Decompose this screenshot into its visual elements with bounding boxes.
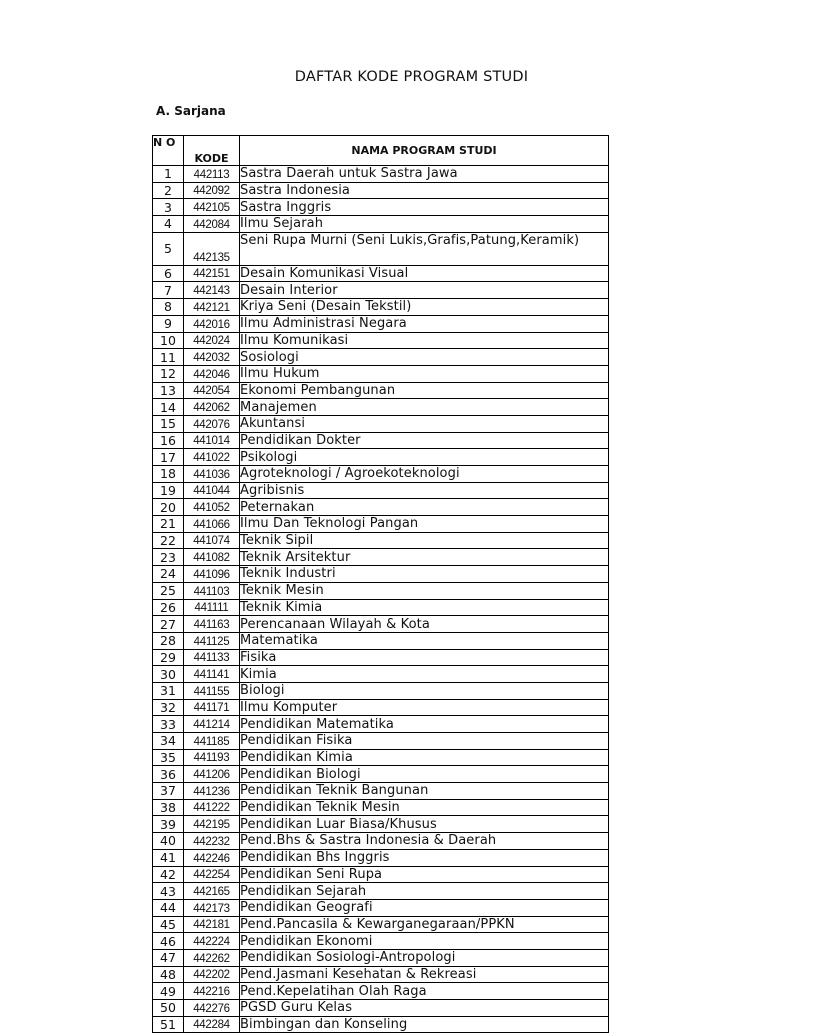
row-nama: Pendidikan Luar Biasa/Khusus: [240, 816, 609, 833]
row-nama: Pendidikan Bhs Inggris: [240, 849, 609, 866]
row-nama: Pend.Bhs & Sastra Indonesia & Daerah: [240, 833, 609, 850]
row-nama: Psikologi: [240, 449, 609, 466]
row-kode: 441052: [184, 499, 240, 516]
row-nama: Pendidikan Matematika: [240, 716, 609, 733]
row-kode: 442084: [184, 216, 240, 233]
section-heading: A. Sarjana: [156, 104, 226, 118]
row-nama: Ilmu Komputer: [240, 699, 609, 716]
row-nama: Biologi: [240, 682, 609, 699]
table-row: [153, 349, 609, 366]
table-row: [153, 682, 609, 699]
row-nama: Teknik Mesin: [240, 582, 609, 599]
table-row: [153, 549, 609, 566]
row-no: 8: [153, 299, 184, 316]
row-no: 10: [153, 332, 184, 349]
row-kode: 441171: [184, 699, 240, 716]
row-no: 24: [153, 566, 184, 583]
row-no: 47: [153, 949, 184, 966]
row-no: 48: [153, 966, 184, 983]
row-kode: 442246: [184, 849, 240, 866]
row-nama: Teknik Industri: [240, 566, 609, 583]
row-no: 43: [153, 883, 184, 900]
row-kode: 441163: [184, 616, 240, 633]
table-row: [153, 733, 609, 750]
row-no: 50: [153, 1000, 184, 1017]
row-kode: 442092: [184, 182, 240, 199]
table-row: [153, 432, 609, 449]
table-row: [153, 666, 609, 683]
row-no: 23: [153, 549, 184, 566]
row-nama: Kriya Seni (Desain Tekstil): [240, 299, 609, 316]
row-no: 16: [153, 432, 184, 449]
row-nama: Sastra Inggris: [240, 199, 609, 216]
row-no: 38: [153, 799, 184, 816]
row-nama: Ilmu Administrasi Negara: [240, 315, 609, 332]
row-kode: 442216: [184, 983, 240, 1000]
row-nama: Ekonomi Pembangunan: [240, 382, 609, 399]
row-nama: Kimia: [240, 666, 609, 683]
table-row: [153, 883, 609, 900]
row-nama: Desain Interior: [240, 282, 609, 299]
row-nama: Perencanaan Wilayah & Kota: [240, 616, 609, 633]
row-no: 36: [153, 766, 184, 783]
table-row: [153, 216, 609, 233]
row-kode: 441185: [184, 733, 240, 750]
row-no: 33: [153, 716, 184, 733]
row-kode: 441133: [184, 649, 240, 666]
table-row: [153, 866, 609, 883]
row-no: 15: [153, 415, 184, 432]
row-kode: 442062: [184, 399, 240, 416]
table-row: [153, 315, 609, 332]
table-body: [153, 166, 609, 1033]
row-no: 20: [153, 499, 184, 516]
table-row: [153, 582, 609, 599]
row-kode: 442195: [184, 816, 240, 833]
table-row: [153, 916, 609, 933]
row-kode: 442121: [184, 299, 240, 316]
row-kode: 441111: [184, 599, 240, 616]
table-row: [153, 949, 609, 966]
row-no: 7: [153, 282, 184, 299]
table-row: [153, 833, 609, 850]
table-row: [153, 516, 609, 533]
row-kode: 441014: [184, 432, 240, 449]
row-nama: Ilmu Hukum: [240, 365, 609, 382]
table-row: [153, 933, 609, 950]
row-no: 18: [153, 466, 184, 483]
table-row: [153, 599, 609, 616]
row-kode: 442165: [184, 883, 240, 900]
table-row: [153, 899, 609, 916]
row-no: 44: [153, 899, 184, 916]
row-nama: Agribisnis: [240, 482, 609, 499]
program-code-table: [152, 135, 609, 1033]
row-nama: Seni Rupa Murni (Seni Lukis,Grafis,Patung,Keramik): [240, 232, 609, 265]
table-row: [153, 449, 609, 466]
header-kode: KODE: [184, 136, 240, 166]
row-nama: Pendidikan Sejarah: [240, 883, 609, 900]
row-no: 21: [153, 516, 184, 533]
row-nama: Pendidikan Seni Rupa: [240, 866, 609, 883]
row-kode: 442135: [184, 232, 240, 265]
row-nama: Pend.Kepelatihan Olah Raga: [240, 983, 609, 1000]
row-kode: 442024: [184, 332, 240, 349]
row-kode: 442262: [184, 949, 240, 966]
table-row: [153, 265, 609, 282]
row-nama: Teknik Sipil: [240, 532, 609, 549]
row-no: 26: [153, 599, 184, 616]
table-row: [153, 766, 609, 783]
row-no: 40: [153, 833, 184, 850]
header-no: N O: [153, 136, 184, 166]
row-kode: 442202: [184, 966, 240, 983]
row-nama: Desain Komunikasi Visual: [240, 265, 609, 282]
row-nama: PGSD Guru Kelas: [240, 1000, 609, 1017]
row-no: 34: [153, 733, 184, 750]
row-kode: 442076: [184, 415, 240, 432]
table-row: [153, 749, 609, 766]
row-kode: 442224: [184, 933, 240, 950]
row-kode: 442054: [184, 382, 240, 399]
row-kode: 441103: [184, 582, 240, 599]
document-title: DAFTAR KODE PROGRAM STUDI: [294, 69, 529, 85]
row-no: 17: [153, 449, 184, 466]
table-row: [153, 632, 609, 649]
row-no: 6: [153, 265, 184, 282]
row-nama: Fisika: [240, 649, 609, 666]
row-no: 14: [153, 399, 184, 416]
row-no: 51: [153, 1016, 184, 1033]
table-row: [153, 1016, 609, 1033]
row-kode: 441141: [184, 666, 240, 683]
row-no: 13: [153, 382, 184, 399]
row-kode: 442032: [184, 349, 240, 366]
row-nama: Pend.Jasmani Kesehatan & Rekreasi: [240, 966, 609, 983]
table-row: [153, 299, 609, 316]
table-row: [153, 1000, 609, 1017]
row-no: 12: [153, 365, 184, 382]
row-nama: Pendidikan Sosiologi-Antropologi: [240, 949, 609, 966]
row-kode: 441125: [184, 632, 240, 649]
table-row: [153, 816, 609, 833]
row-kode: 441066: [184, 516, 240, 533]
table-row: [153, 799, 609, 816]
table-row: [153, 382, 609, 399]
row-nama: Teknik Kimia: [240, 599, 609, 616]
row-kode: 441036: [184, 466, 240, 483]
row-nama: Manajemen: [240, 399, 609, 416]
row-no: 19: [153, 482, 184, 499]
row-nama: Pendidikan Geografi: [240, 899, 609, 916]
table-header-row: [153, 136, 609, 166]
table-row: [153, 716, 609, 733]
row-no: 28: [153, 632, 184, 649]
row-nama: Pendidikan Kimia: [240, 749, 609, 766]
table-row: [153, 649, 609, 666]
row-kode: 442276: [184, 1000, 240, 1017]
row-nama: Ilmu Komunikasi: [240, 332, 609, 349]
row-nama: Pendidikan Teknik Mesin: [240, 799, 609, 816]
row-nama: Ilmu Sejarah: [240, 216, 609, 233]
table-row: [153, 232, 609, 265]
row-kode: 441082: [184, 549, 240, 566]
row-nama: Sastra Indonesia: [240, 182, 609, 199]
row-no: 5: [153, 232, 184, 265]
row-kode: 441074: [184, 532, 240, 549]
row-nama: Pend.Pancasila & Kewarganegaraan/PPKN: [240, 916, 609, 933]
row-kode: 442173: [184, 899, 240, 916]
row-no: 49: [153, 983, 184, 1000]
row-kode: 441096: [184, 566, 240, 583]
row-kode: 442254: [184, 866, 240, 883]
row-nama: Teknik Arsitektur: [240, 549, 609, 566]
row-no: 11: [153, 349, 184, 366]
table-row: [153, 532, 609, 549]
row-nama: Pendidikan Teknik Bangunan: [240, 783, 609, 800]
table-row: [153, 182, 609, 199]
row-kode: 442046: [184, 365, 240, 382]
row-kode: 442143: [184, 282, 240, 299]
table-row: [153, 482, 609, 499]
row-no: 46: [153, 933, 184, 950]
row-no: 37: [153, 783, 184, 800]
table-row: [153, 966, 609, 983]
row-nama: Sosiologi: [240, 349, 609, 366]
row-no: 45: [153, 916, 184, 933]
row-no: 22: [153, 532, 184, 549]
table-row: [153, 616, 609, 633]
table-row: [153, 415, 609, 432]
table-row: [153, 499, 609, 516]
row-kode: 441155: [184, 682, 240, 699]
table-row: [153, 399, 609, 416]
row-nama: Sastra Daerah untuk Sastra Jawa: [240, 166, 609, 183]
row-no: 42: [153, 866, 184, 883]
row-kode: 441206: [184, 766, 240, 783]
row-kode: 442232: [184, 833, 240, 850]
row-nama: Akuntansi: [240, 415, 609, 432]
row-no: 32: [153, 699, 184, 716]
row-nama: Matematika: [240, 632, 609, 649]
table-row: [153, 365, 609, 382]
table-row: [153, 849, 609, 866]
row-kode: 442016: [184, 315, 240, 332]
row-no: 1: [153, 166, 184, 183]
row-no: 41: [153, 849, 184, 866]
row-kode: 442181: [184, 916, 240, 933]
row-no: 2: [153, 182, 184, 199]
row-no: 27: [153, 616, 184, 633]
row-kode: 442284: [184, 1016, 240, 1033]
row-no: 3: [153, 199, 184, 216]
row-no: 9: [153, 315, 184, 332]
table-row: [153, 332, 609, 349]
row-no: 30: [153, 666, 184, 683]
row-no: 4: [153, 216, 184, 233]
row-kode: 441236: [184, 783, 240, 800]
row-kode: 441193: [184, 749, 240, 766]
table-row: [153, 199, 609, 216]
row-kode: 442113: [184, 166, 240, 183]
row-nama: Pendidikan Dokter: [240, 432, 609, 449]
row-nama: Agroteknologi / Agroekoteknologi: [240, 466, 609, 483]
table-row: [153, 566, 609, 583]
row-kode: 441022: [184, 449, 240, 466]
row-no: 39: [153, 816, 184, 833]
table-row: [153, 466, 609, 483]
row-nama: Pendidikan Ekonomi: [240, 933, 609, 950]
table-row: [153, 983, 609, 1000]
row-nama: Peternakan: [240, 499, 609, 516]
row-nama: Pendidikan Fisika: [240, 733, 609, 750]
row-nama: Ilmu Dan Teknologi Pangan: [240, 516, 609, 533]
table-row: [153, 699, 609, 716]
row-no: 31: [153, 682, 184, 699]
row-kode: 441222: [184, 799, 240, 816]
row-no: 25: [153, 582, 184, 599]
row-kode: 442151: [184, 265, 240, 282]
header-nama: NAMA PROGRAM STUDI: [240, 136, 609, 166]
row-no: 35: [153, 749, 184, 766]
table-row: [153, 282, 609, 299]
row-no: 29: [153, 649, 184, 666]
row-kode: 441044: [184, 482, 240, 499]
row-nama: Pendidikan Biologi: [240, 766, 609, 783]
table-row: [153, 783, 609, 800]
table-row: [153, 166, 609, 183]
row-nama: Bimbingan dan Konseling: [240, 1016, 609, 1033]
row-kode: 442105: [184, 199, 240, 216]
row-kode: 441214: [184, 716, 240, 733]
